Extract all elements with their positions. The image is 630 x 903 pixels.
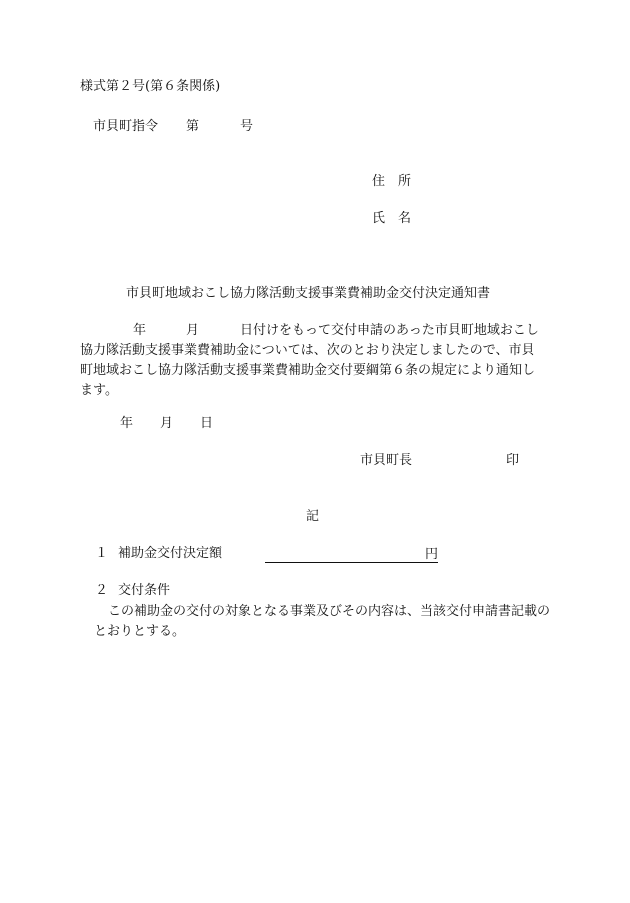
amount-unit: 円 xyxy=(425,547,439,562)
item-2-label: 交付条件 xyxy=(118,583,171,598)
ki-heading: 記 xyxy=(306,509,320,524)
item-1-label: 補助金交付決定額 xyxy=(118,546,223,561)
item-2-number: ２ xyxy=(95,583,109,598)
directive-go: 号 xyxy=(240,119,254,134)
address-label: 住 所 xyxy=(372,174,412,189)
amount-underline xyxy=(265,546,425,563)
form-label: 様式第２号(第６条関係) xyxy=(80,79,221,94)
date-day: 日 xyxy=(200,416,214,431)
amount-field xyxy=(265,545,438,563)
item-2-text: この補助金の交付の対象となる事業及びその内容は、当該交付申請書記載のとおりとする。 xyxy=(94,604,551,639)
body-day-text: 日付けをもって交付申請のあった市貝町地域おこし xyxy=(240,323,539,338)
date-year: 年 xyxy=(120,416,134,431)
directive-dai: 第 xyxy=(186,119,200,134)
issuer-title: 市貝町長 xyxy=(360,453,413,468)
body-month: 月 xyxy=(186,323,200,338)
date-month: 月 xyxy=(160,416,174,431)
body-line-3: 町地域おこし協力隊活動支援事業費補助金交付要綱第６条の規定により通知し xyxy=(80,363,536,378)
document-title: 市貝町地域おこし協力隊活動支援事業費補助金交付決定通知書 xyxy=(126,286,491,301)
body-year: 年 xyxy=(133,323,147,338)
directive-prefix: 市貝町指令 xyxy=(93,119,159,134)
issuer-seal: 印 xyxy=(506,453,520,468)
item-1-number: １ xyxy=(95,546,109,561)
name-label: 氏 名 xyxy=(372,211,412,226)
body-line-4: ます。 xyxy=(80,383,118,398)
body-line-2: 協力隊活動支援事業費補助金については、次のとおり決定しましたので、市貝 xyxy=(80,343,535,358)
